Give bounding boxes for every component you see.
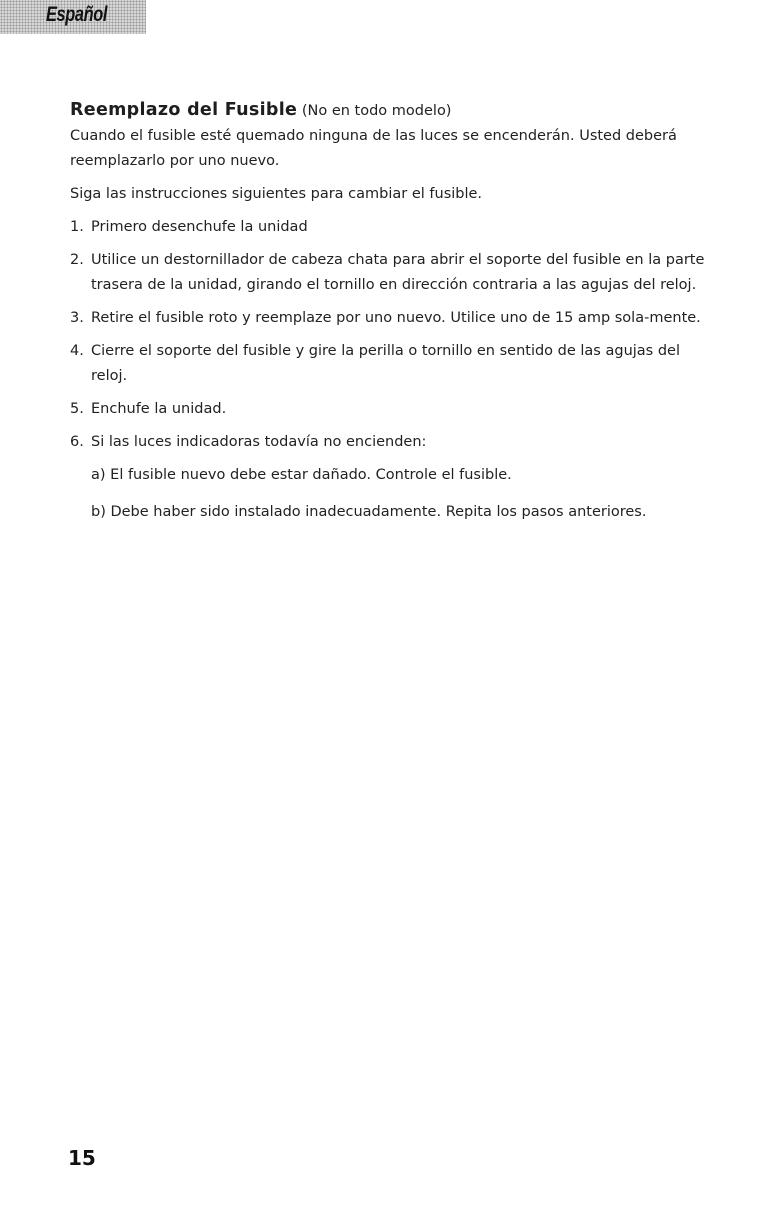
section-title: Reemplazo del Fusible	[70, 100, 298, 120]
step-number: 1.	[70, 219, 84, 235]
step-item	[70, 306, 710, 331]
language-tab-label: Español	[46, 3, 107, 26]
language-tab	[0, 0, 146, 34]
step-text: Si las luces indicadoras todavía no encienden:	[91, 434, 427, 450]
step-number: 2.	[70, 252, 84, 268]
step-number: 3.	[70, 310, 84, 326]
step-number: 5.	[70, 401, 84, 417]
step-item	[70, 215, 710, 240]
intro-paragraph: Cuando el fusible esté quemado ninguna de las luces se encenderán. Usted deberá reemplazarlo por uno nuevo.	[70, 128, 677, 169]
step-text: Cierre el soporte del fusible y gire la perilla o tornillo en sentido de las agujas del reloj.	[91, 343, 680, 384]
fuse-replacement-section	[70, 98, 710, 537]
page-number: 15	[68, 1146, 96, 1170]
step-text: Retire el fusible roto y reemplaze por uno nuevo. Utilice uno de 15 amp sola-mente.	[91, 310, 701, 326]
step-number: 4.	[70, 343, 84, 359]
sub-step-b: b) Debe haber sido instalado inadecuadamente. Repita los pasos anteriores.	[91, 504, 647, 520]
step-item	[70, 430, 710, 455]
step-item	[70, 397, 710, 422]
step-number: 6.	[70, 434, 84, 450]
step-item	[70, 339, 710, 389]
step-text: Enchufe la unidad.	[91, 401, 227, 417]
step-text: Primero desenchufe la unidad	[91, 219, 308, 235]
section-heading	[70, 98, 710, 124]
sub-step-a: a) El fusible nuevo debe estar dañado. Controle el fusible.	[91, 467, 512, 483]
step-item	[70, 248, 710, 298]
step-text: Utilice un destornillador de cabeza chata para abrir el soporte del fusible en la parte trasera de la unidad, girando el tornillo en dirección contraria a las agujas del reloj.	[91, 252, 705, 293]
section-note: (No en todo modelo)	[301, 103, 452, 119]
instructions-paragraph: Siga las instrucciones siguientes para cambiar el fusible.	[70, 186, 483, 202]
